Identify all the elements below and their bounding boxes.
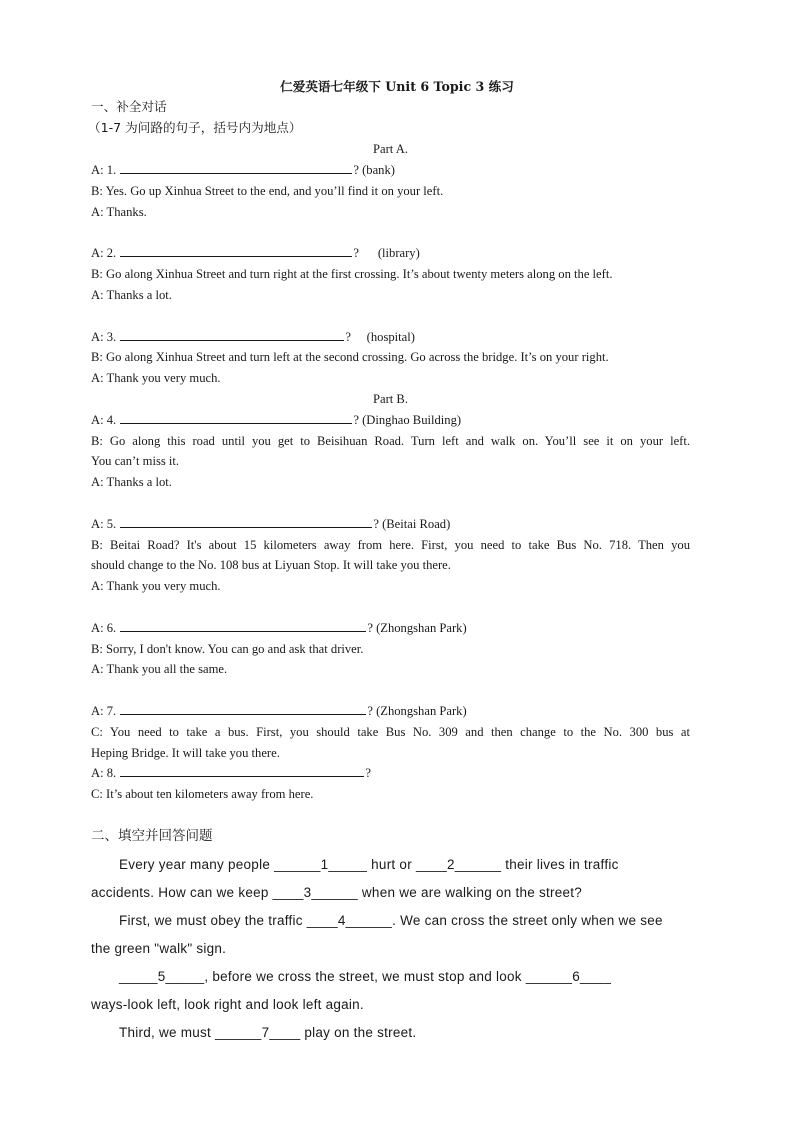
answer-blank-2[interactable] xyxy=(120,243,352,257)
dialog-line: A: Thank you very much. xyxy=(91,371,221,385)
question-6-hint: ? (Zhongshan Park) xyxy=(367,621,467,635)
dialog-line: A: Thanks. xyxy=(91,205,147,219)
passage-line: Every year many people ______1_____ hurt or ____2______ their lives in traffic xyxy=(119,857,619,872)
question-7-hint: ? (Zhongshan Park) xyxy=(367,704,467,718)
question-2-prefix: A: 2. xyxy=(91,246,120,260)
answer-blank-8[interactable] xyxy=(120,763,364,777)
question-3 xyxy=(91,327,690,347)
dialog-line: B: Sorry, I don't know. You can go and ask that driver. xyxy=(91,642,364,656)
question-7 xyxy=(91,701,690,721)
question-4 xyxy=(91,410,690,430)
passage-line: Third, we must ______7____ play on the street. xyxy=(119,1025,417,1040)
question-1-hint: ? (bank) xyxy=(353,163,395,177)
question-5-prefix: A: 5. xyxy=(91,517,120,531)
dialog-line: A: Thank you very much. xyxy=(91,579,221,593)
dialog-line: A: Thank you all the same. xyxy=(91,662,228,676)
section1-heading: 一、补全对话 xyxy=(91,99,167,114)
dialog-line: A: Thanks a lot. xyxy=(91,475,172,489)
dialog-line: A: Thanks a lot. xyxy=(91,288,172,302)
answer-blank-1[interactable] xyxy=(120,160,352,174)
answer-blank-7[interactable] xyxy=(120,701,366,715)
dialog-line: B: Go along this road until you get to Beisihuan Road. Turn left and walk on. You’ll see it on your left. xyxy=(91,434,690,448)
question-8-prefix: A: 8. xyxy=(91,766,120,780)
question-6-prefix: A: 6. xyxy=(91,621,120,635)
question-8 xyxy=(91,763,690,783)
question-5-hint: ? (Beitai Road) xyxy=(373,517,451,531)
question-3-hint: ? (hospital) xyxy=(345,330,415,344)
section2-heading: 二、填空并回答问题 xyxy=(91,828,213,844)
part-a-label: Part A. xyxy=(373,142,408,156)
dialog-line: C: It’s about ten kilometers away from here. xyxy=(91,787,314,801)
dialog-line: B: Go along Xinhua Street and turn right at the first crossing. It’s about twenty meters along on the left. xyxy=(91,267,613,281)
passage-line: First, we must obey the traffic ____4______. We can cross the street only when we see xyxy=(119,913,663,928)
passage-line: accidents. How can we keep ____3______ when we are walking on the street? xyxy=(91,885,583,900)
question-2 xyxy=(91,243,690,263)
dialog-line: C: You need to take a bus. First, you should take Bus No. 309 and then change to the No. 300 bus at xyxy=(91,725,690,739)
passage-line: the green "walk" sign. xyxy=(91,941,227,956)
answer-blank-3[interactable] xyxy=(120,327,344,341)
question-7-prefix: A: 7. xyxy=(91,704,120,718)
question-8-hint: ? xyxy=(365,766,371,780)
section1-note: （1-7 为问路的句子，括号内为地点） xyxy=(88,120,302,135)
answer-blank-5[interactable] xyxy=(120,514,372,528)
question-1 xyxy=(91,160,690,180)
passage-line: _____5_____, before we cross the street, we must stop and look ______6____ xyxy=(119,969,612,984)
passage-line: ways-look left, look right and look left again. xyxy=(91,997,364,1012)
question-6 xyxy=(91,618,690,638)
dialog-line: B: Beitai Road? It's about 15 kilometers away from here. First, you need to take Bus No. 718. Then you xyxy=(91,538,690,552)
question-4-prefix: A: 4. xyxy=(91,413,120,427)
dialog-line: Heping Bridge. It will take you there. xyxy=(91,746,280,760)
dialog-line: B: Go along Xinhua Street and turn left at the second crossing. Go across the bridge. It’s on your right. xyxy=(91,350,609,364)
page-title: 仁爱英语七年级下 Unit 6 Topic 3 练习 xyxy=(280,79,514,94)
question-4-hint: ? (Dinghao Building) xyxy=(353,413,462,427)
question-3-prefix: A: 3. xyxy=(91,330,120,344)
question-2-hint: ? (library) xyxy=(353,246,420,260)
dialog-line: B: Yes. Go up Xinhua Street to the end, and you’ll find it on your left. xyxy=(91,184,444,198)
part-b-label: Part B. xyxy=(373,392,408,406)
question-1-prefix: A: 1. xyxy=(91,163,120,177)
dialog-line: You can’t miss it. xyxy=(91,454,180,468)
answer-blank-6[interactable] xyxy=(120,618,366,632)
question-5 xyxy=(91,514,690,534)
dialog-line: should change to the No. 108 bus at Liyuan Stop. It will take you there. xyxy=(91,558,451,572)
answer-blank-4[interactable] xyxy=(120,410,352,424)
